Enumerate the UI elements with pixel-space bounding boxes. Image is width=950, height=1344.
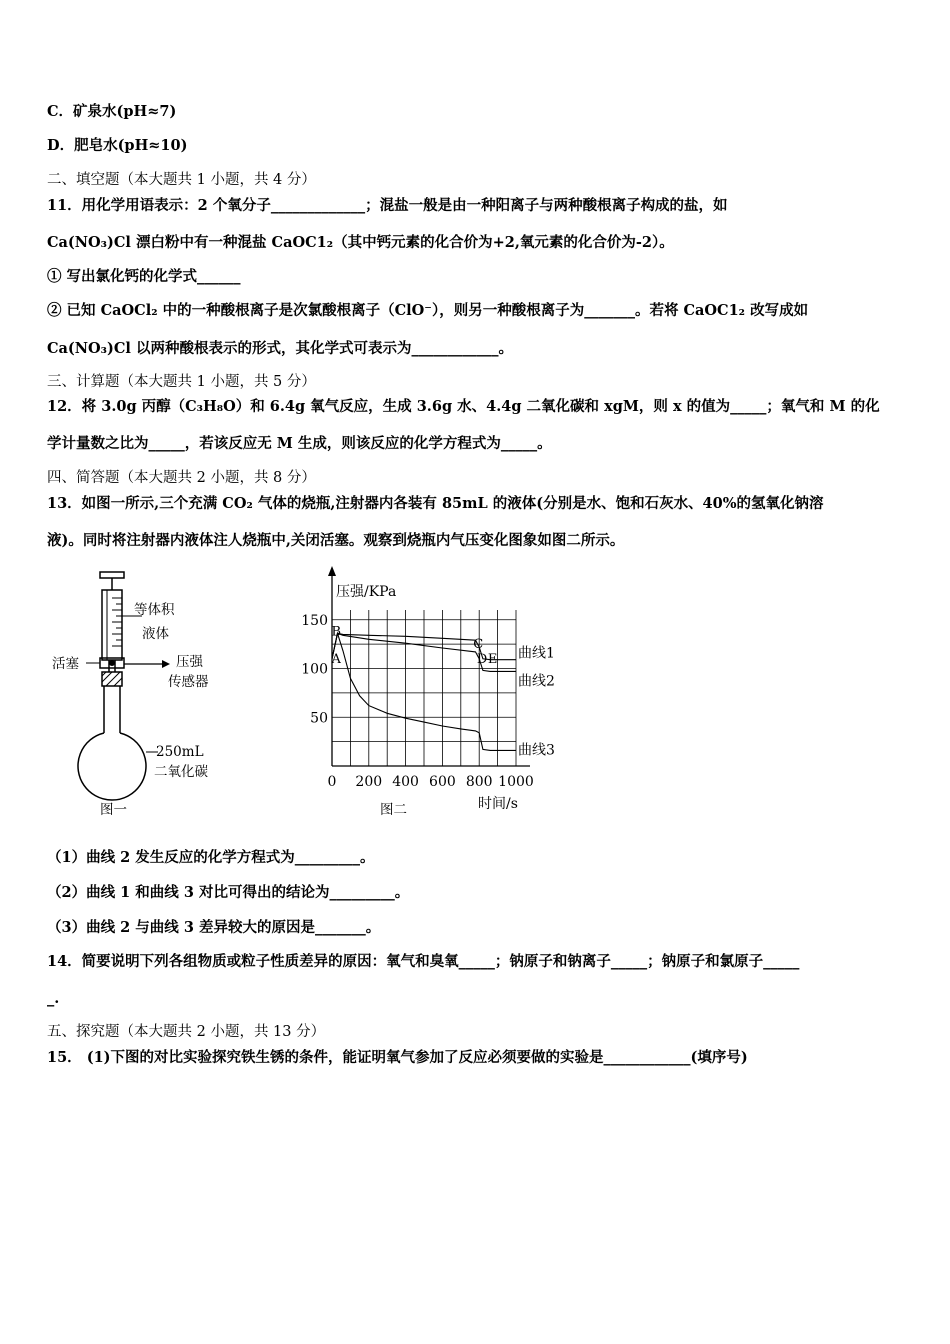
x-tick-label: 1000 bbox=[498, 774, 534, 790]
section-heading-calculation: 三、计算题（本大题共 1 小题，共 5 分） bbox=[47, 374, 316, 390]
figure-1-caption: 图一 bbox=[100, 802, 127, 818]
question-15-line-1: 15． (1)下图的对比实验探究铁生锈的条件，能证明氧气参加了反应必须要做的实验是____________(填序号) bbox=[47, 1049, 748, 1066]
question-13-sub-3: （3）曲线 2 与曲线 3 差异较大的原因是_______。 bbox=[47, 919, 381, 936]
y-tick-label: 50 bbox=[310, 710, 328, 727]
liquid-label-line-2: 液体 bbox=[142, 626, 169, 642]
legend-label: 曲线2 bbox=[518, 673, 555, 690]
question-14-line-2: _. bbox=[47, 990, 60, 1007]
point-label: E bbox=[487, 651, 498, 667]
y-tick-label: 100 bbox=[301, 661, 328, 678]
question-11-sub-2-cont: Ca(NO₃)Cl 以两种酸根表示的形式，其化学式可表示为____________。 bbox=[47, 340, 513, 357]
sensor-label-line-1: 压强 bbox=[176, 654, 203, 670]
section-heading-inquiry: 五、探究题（本大题共 2 小题，共 13 分） bbox=[47, 1024, 326, 1040]
question-13-sub-1: （1）曲线 2 发生反应的化学方程式为_________。 bbox=[47, 849, 375, 866]
point-label: D bbox=[476, 651, 488, 667]
x-tick-label: 0 bbox=[327, 774, 337, 790]
section-heading-fill-in: 二、填空题（本大题共 1 小题，共 4 分） bbox=[47, 172, 316, 188]
option-c: C．矿泉水(pH≈7) bbox=[47, 103, 177, 120]
question-12-line-1: 12．将 3.0g 丙醇（C₃H₈O）和 6.4g 氧气反应，生成 3.6g 水、4.4g 二氧化碳和 xgM，则 x 的值为_____；氧气和 M 的化 bbox=[47, 398, 880, 415]
x-tick-label: 200 bbox=[355, 774, 383, 790]
y-axis-arrow bbox=[328, 566, 336, 576]
point-label: B bbox=[331, 624, 342, 640]
x-tick-label: 400 bbox=[392, 774, 419, 790]
flask-label-line-1: 250mL bbox=[156, 744, 204, 760]
liquid-label-line-1: 等体积 bbox=[134, 602, 175, 618]
question-11-line-1: 11．用化学用语表示：2 个氧分子_____________；混盐一般是由一种阳离子与两种酸根离子构成的盐，如 bbox=[47, 197, 728, 214]
figure-2 bbox=[290, 562, 570, 828]
option-d: D．肥皂水(pH≈10) bbox=[47, 137, 188, 154]
question-11-sub-1: ① 写出氯化钙的化学式______ bbox=[47, 268, 241, 285]
figure-2-caption: 图二 bbox=[380, 802, 407, 818]
section-heading-short-answer: 四、简答题（本大题共 2 小题，共 8 分） bbox=[47, 470, 316, 486]
point-label: A bbox=[331, 651, 341, 667]
question-11-sub-2: ② 已知 CaOCl₂ 中的一种酸根离子是次氯酸根离子（ClO⁻），则另一种酸根离子为_______。若将 CaOC1₂ 改写成如 bbox=[47, 302, 809, 319]
question-13-sub-2: （2）曲线 1 和曲线 3 对比可得出的结论为_________。 bbox=[47, 884, 410, 901]
question-13-line-2: 液)。同时将注射器内液体注人烧瓶中,关闭活塞。观察到烧瓶内气压变化图象如图二所示。 bbox=[47, 532, 625, 549]
x-tick-label: 800 bbox=[465, 774, 493, 790]
figure-1 bbox=[50, 568, 250, 828]
sensor-label-line-2: 传感器 bbox=[168, 674, 209, 690]
question-13-line-1: 13．如图一所示,三个充满 CO₂ 气体的烧瓶,注射器内各装有 85mL 的液体(分别是水、饱和石灰水、40%的氢氧化钠溶 bbox=[47, 495, 824, 512]
x-axis-label: 时间/s bbox=[478, 796, 518, 812]
flask-label-line-2: 二氧化碳 bbox=[154, 764, 208, 780]
valve-label: 活塞 bbox=[52, 656, 79, 672]
point-label: C bbox=[473, 637, 484, 653]
question-14-line-1: 14．简要说明下列各组物质或粒子性质差异的原因：氧气和臭氧_____；钠原子和钠离子_____；钠原子和氯原子_____ bbox=[47, 953, 800, 970]
x-tick-label: 600 bbox=[429, 774, 456, 790]
legend-label: 曲线3 bbox=[518, 742, 555, 759]
y-tick-label: 150 bbox=[301, 612, 328, 629]
pressure-chart bbox=[290, 562, 570, 828]
legend-label: 曲线1 bbox=[518, 645, 555, 662]
question-11-line-2: Ca(NO₃)Cl 漂白粉中有一种混盐 CaOC1₂（其中钙元素的化合价为+2,氧元素的化合价为-2）。 bbox=[47, 234, 674, 251]
question-12-line-2: 学计量数之比为_____，若该反应无 M 生成，则该反应的化学方程式为_____。 bbox=[47, 435, 552, 452]
y-axis-label: 压强/KPa bbox=[336, 584, 397, 600]
